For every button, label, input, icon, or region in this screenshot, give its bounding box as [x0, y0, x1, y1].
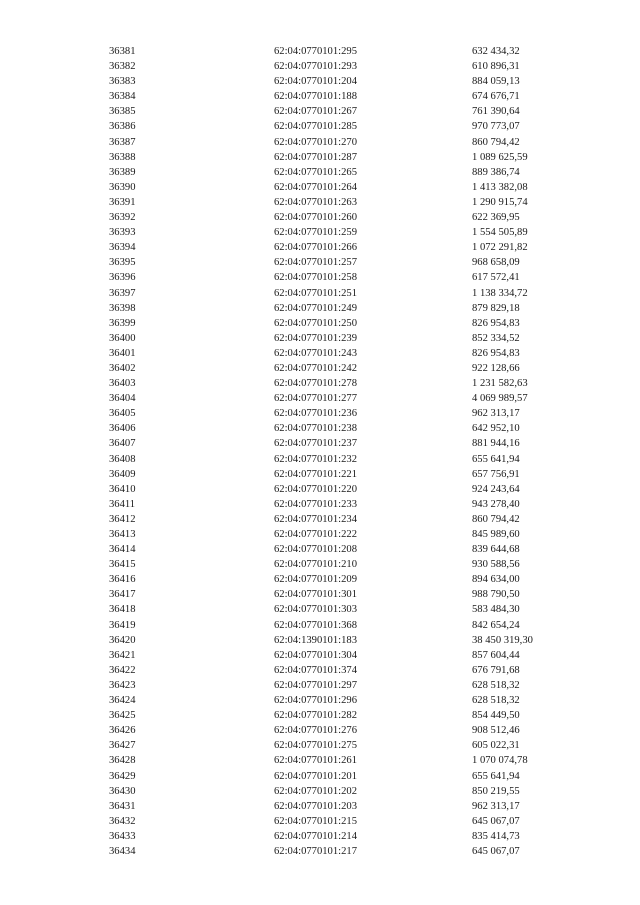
table-row	[0, 210, 640, 225]
cadastral-number: 62:04:0770101:301	[274, 589, 357, 601]
cadastral-number: 62:04:0770101:215	[274, 815, 357, 827]
table-row	[0, 361, 640, 376]
row-number: 36399	[109, 317, 136, 329]
cadastral-number: 62:04:0770101:242	[274, 362, 357, 374]
cadastral-number: 62:04:0770101:293	[274, 61, 357, 73]
table-row	[0, 346, 640, 361]
row-number: 36431	[109, 800, 136, 812]
cadastral-number: 62:04:0770101:221	[274, 468, 357, 480]
row-number: 36426	[109, 725, 136, 737]
cadastral-value: 879 829,18	[472, 302, 520, 314]
table-row	[0, 74, 640, 89]
table-row	[0, 799, 640, 814]
row-number: 36416	[109, 574, 136, 586]
table-row	[0, 829, 640, 844]
cadastral-value: 1 554 505,89	[472, 227, 528, 239]
cadastral-number: 62:04:0770101:287	[274, 151, 357, 163]
cadastral-number: 62:04:0770101:233	[274, 498, 357, 510]
table-row	[0, 59, 640, 74]
cadastral-number: 62:04:0770101:210	[274, 559, 357, 571]
cadastral-value: 988 790,50	[472, 589, 520, 601]
cadastral-value: 676 791,68	[472, 664, 520, 676]
row-number: 36412	[109, 513, 136, 525]
cadastral-value: 839 644,68	[472, 544, 520, 556]
table-row	[0, 301, 640, 316]
table-row	[0, 572, 640, 587]
table-row	[0, 240, 640, 255]
table-row	[0, 708, 640, 723]
cadastral-value: 842 654,24	[472, 619, 520, 631]
cadastral-value: 655 641,94	[472, 453, 520, 465]
cadastral-number: 62:04:0770101:263	[274, 196, 357, 208]
cadastral-number: 62:04:0770101:258	[274, 272, 357, 284]
table-row	[0, 618, 640, 633]
table-row	[0, 663, 640, 678]
row-number: 36402	[109, 362, 136, 374]
cadastral-value: 943 278,40	[472, 498, 520, 510]
cadastral-number: 62:04:0770101:251	[274, 287, 357, 299]
cadastral-value: 622 369,95	[472, 212, 520, 224]
cadastral-value: 889 386,74	[472, 166, 520, 178]
cadastral-number: 62:04:0770101:266	[274, 242, 357, 254]
row-number: 36433	[109, 830, 136, 842]
cadastral-value: 930 588,56	[472, 559, 520, 571]
cadastral-number: 62:04:0770101:260	[274, 212, 357, 224]
cadastral-value: 605 022,31	[472, 740, 520, 752]
table-row	[0, 421, 640, 436]
row-number: 36428	[109, 755, 136, 767]
table-row	[0, 331, 640, 346]
row-number: 36427	[109, 740, 136, 752]
table-row	[0, 119, 640, 134]
row-number: 36406	[109, 423, 136, 435]
cadastral-value: 1 290 915,74	[472, 196, 528, 208]
cadastral-number: 62:04:0770101:259	[274, 227, 357, 239]
row-number: 36430	[109, 785, 136, 797]
cadastral-number: 62:04:0770101:276	[274, 725, 357, 737]
row-number: 36404	[109, 393, 136, 405]
table-row	[0, 436, 640, 451]
table-row	[0, 180, 640, 195]
cadastral-value: 894 634,00	[472, 574, 520, 586]
cadastral-value: 628 518,32	[472, 695, 520, 707]
table-row	[0, 482, 640, 497]
cadastral-value: 1 072 291,82	[472, 242, 528, 254]
table-row	[0, 467, 640, 482]
cadastral-value: 850 219,55	[472, 785, 520, 797]
cadastral-number: 62:04:0770101:238	[274, 423, 357, 435]
table-row	[0, 542, 640, 557]
cadastral-value: 38 450 319,30	[472, 634, 533, 646]
row-number: 36422	[109, 664, 136, 676]
row-number: 36388	[109, 151, 136, 163]
table-row	[0, 633, 640, 648]
cadastral-value: 826 954,83	[472, 347, 520, 359]
cadastral-value: 645 067,07	[472, 815, 520, 827]
table-row	[0, 497, 640, 512]
table-row	[0, 135, 640, 150]
row-number: 36413	[109, 529, 136, 540]
row-number: 36419	[109, 619, 136, 631]
table-row	[0, 104, 640, 119]
table-row	[0, 587, 640, 602]
table-row	[0, 89, 640, 104]
cadastral-value: 881 944,16	[472, 438, 520, 450]
cadastral-number: 62:04:0770101:368	[274, 619, 357, 631]
cadastral-value: 1 231 582,63	[472, 378, 528, 390]
row-number: 36394	[109, 242, 136, 254]
table-row	[0, 255, 640, 270]
cadastral-number: 62:04:0770101:282	[274, 710, 357, 722]
table-row	[0, 316, 640, 331]
cadastral-number: 62:04:0770101:214	[274, 830, 357, 842]
table-row	[0, 376, 640, 391]
row-number: 36403	[109, 378, 136, 390]
table-row	[0, 452, 640, 467]
row-number: 36407	[109, 438, 136, 450]
table-row	[0, 406, 640, 421]
cadastral-number: 62:04:0770101:217	[274, 845, 357, 857]
row-number: 36420	[109, 634, 136, 646]
cadastral-value: 962 313,17	[472, 408, 520, 420]
row-number: 36421	[109, 649, 136, 661]
table-row	[0, 512, 640, 527]
table-row	[0, 784, 640, 799]
cadastral-number: 62:04:0770101:257	[274, 257, 357, 269]
cadastral-number: 62:04:0770101:234	[274, 513, 357, 525]
cadastral-number: 62:04:0770101:208	[274, 544, 357, 556]
cadastral-number: 62:04:0770101:275	[274, 740, 357, 752]
cadastral-number: 62:04:0770101:239	[274, 332, 357, 344]
cadastral-value: 610 896,31	[472, 61, 520, 73]
table-row	[0, 753, 640, 768]
cadastral-value: 835 414,73	[472, 830, 520, 842]
table-row	[0, 391, 640, 406]
row-number: 36409	[109, 468, 136, 480]
cadastral-value: 583 484,30	[472, 604, 520, 616]
cadastral-number: 62:04:0770101:236	[274, 408, 357, 420]
cadastral-value: 642 952,10	[472, 423, 520, 435]
row-number: 36386	[109, 121, 136, 133]
cadastral-value: 908 512,46	[472, 725, 520, 737]
row-number: 36387	[109, 136, 136, 148]
cadastral-value: 645 067,07	[472, 845, 520, 857]
cadastral-number: 62:04:0770101:222	[274, 529, 357, 540]
row-number: 36382	[109, 61, 136, 73]
cadastral-value: 761 390,64	[472, 106, 520, 118]
cadastral-value-table	[0, 44, 640, 859]
cadastral-number: 62:04:0770101:232	[274, 453, 357, 465]
table-row	[0, 44, 640, 59]
cadastral-value: 854 449,50	[472, 710, 520, 722]
cadastral-value: 826 954,83	[472, 317, 520, 329]
cadastral-number: 62:04:0770101:209	[274, 574, 357, 586]
cadastral-value: 1 138 334,72	[472, 287, 528, 299]
cadastral-number: 62:04:0770101:220	[274, 483, 357, 495]
cadastral-number: 62:04:0770101:203	[274, 800, 357, 812]
cadastral-number: 62:04:0770101:249	[274, 302, 357, 314]
cadastral-value: 962 313,17	[472, 800, 520, 812]
cadastral-number: 62:04:0770101:261	[274, 755, 357, 767]
table-row	[0, 225, 640, 240]
cadastral-value: 632 434,32	[472, 46, 520, 57]
cadastral-value: 924 243,64	[472, 483, 520, 495]
cadastral-value: 857 604,44	[472, 649, 520, 661]
row-number: 36381	[109, 46, 136, 57]
row-number: 36392	[109, 212, 136, 224]
cadastral-number: 62:04:0770101:264	[274, 181, 357, 193]
row-number: 36395	[109, 257, 136, 269]
row-number: 36385	[109, 106, 136, 118]
row-number: 36390	[109, 181, 136, 193]
table-row	[0, 693, 640, 708]
row-number: 36414	[109, 544, 136, 556]
row-number: 36424	[109, 695, 136, 707]
table-row	[0, 814, 640, 829]
table-row	[0, 602, 640, 617]
row-number: 36405	[109, 408, 136, 420]
table-row	[0, 286, 640, 301]
table-row	[0, 738, 640, 753]
row-number: 36393	[109, 227, 136, 239]
cadastral-number: 62:04:0770101:188	[274, 91, 357, 103]
row-number: 36408	[109, 453, 136, 465]
cadastral-number: 62:04:0770101:243	[274, 347, 357, 359]
cadastral-value: 970 773,07	[472, 121, 520, 133]
cadastral-value: 657 756,91	[472, 468, 520, 480]
row-number: 36396	[109, 272, 136, 284]
cadastral-value: 1 413 382,08	[472, 181, 528, 193]
table-row	[0, 557, 640, 572]
cadastral-number: 62:04:0770101:202	[274, 785, 357, 797]
row-number: 36400	[109, 332, 136, 344]
cadastral-value: 655 641,94	[472, 770, 520, 782]
row-number: 36389	[109, 166, 136, 178]
cadastral-number: 62:04:0770101:250	[274, 317, 357, 329]
cadastral-number: 62:04:0770101:278	[274, 378, 357, 390]
table-row	[0, 844, 640, 859]
table-row	[0, 165, 640, 180]
cadastral-value: 968 658,09	[472, 257, 520, 269]
row-number: 36401	[109, 347, 136, 359]
cadastral-number: 62:04:0770101:285	[274, 121, 357, 133]
row-number: 36429	[109, 770, 136, 782]
cadastral-number: 62:04:0770101:277	[274, 393, 357, 405]
cadastral-number: 62:04:0770101:297	[274, 679, 357, 691]
row-number: 36384	[109, 91, 136, 103]
row-number: 36411	[109, 498, 136, 510]
cadastral-value: 845 989,60	[472, 529, 520, 540]
table-row	[0, 150, 640, 165]
cadastral-number: 62:04:0770101:303	[274, 604, 357, 616]
cadastral-number: 62:04:0770101:374	[274, 664, 357, 676]
row-number: 36423	[109, 679, 136, 691]
table-row	[0, 723, 640, 738]
cadastral-value: 617 572,41	[472, 272, 520, 284]
table-row	[0, 769, 640, 784]
row-number: 36418	[109, 604, 136, 616]
cadastral-value: 852 334,52	[472, 332, 520, 344]
table-row	[0, 527, 640, 542]
row-number: 36383	[109, 76, 136, 88]
cadastral-value: 1 089 625,59	[472, 151, 528, 163]
table-row	[0, 270, 640, 285]
cadastral-number: 62:04:0770101:204	[274, 76, 357, 88]
row-number: 36434	[109, 845, 136, 857]
cadastral-value: 4 069 989,57	[472, 393, 528, 405]
row-number: 36432	[109, 815, 136, 827]
cadastral-value: 922 128,66	[472, 362, 520, 374]
cadastral-number: 62:04:0770101:296	[274, 695, 357, 707]
row-number: 36391	[109, 196, 136, 208]
row-number: 36397	[109, 287, 136, 299]
cadastral-value: 860 794,42	[472, 513, 520, 525]
table-row	[0, 678, 640, 693]
cadastral-number: 62:04:1390101:183	[274, 634, 357, 646]
table-row	[0, 648, 640, 663]
table-row	[0, 195, 640, 210]
cadastral-value: 860 794,42	[472, 136, 520, 148]
cadastral-number: 62:04:0770101:295	[274, 46, 357, 57]
cadastral-number: 62:04:0770101:267	[274, 106, 357, 118]
cadastral-number: 62:04:0770101:237	[274, 438, 357, 450]
row-number: 36417	[109, 589, 136, 601]
row-number: 36415	[109, 559, 136, 571]
cadastral-number: 62:04:0770101:265	[274, 166, 357, 178]
cadastral-value: 628 518,32	[472, 679, 520, 691]
row-number: 36398	[109, 302, 136, 314]
cadastral-value: 1 070 074,78	[472, 755, 528, 767]
cadastral-value: 884 059,13	[472, 76, 520, 88]
row-number: 36425	[109, 710, 136, 722]
row-number: 36410	[109, 483, 136, 495]
cadastral-number: 62:04:0770101:304	[274, 649, 357, 661]
cadastral-number: 62:04:0770101:201	[274, 770, 357, 782]
cadastral-number: 62:04:0770101:270	[274, 136, 357, 148]
cadastral-value: 674 676,71	[472, 91, 520, 103]
